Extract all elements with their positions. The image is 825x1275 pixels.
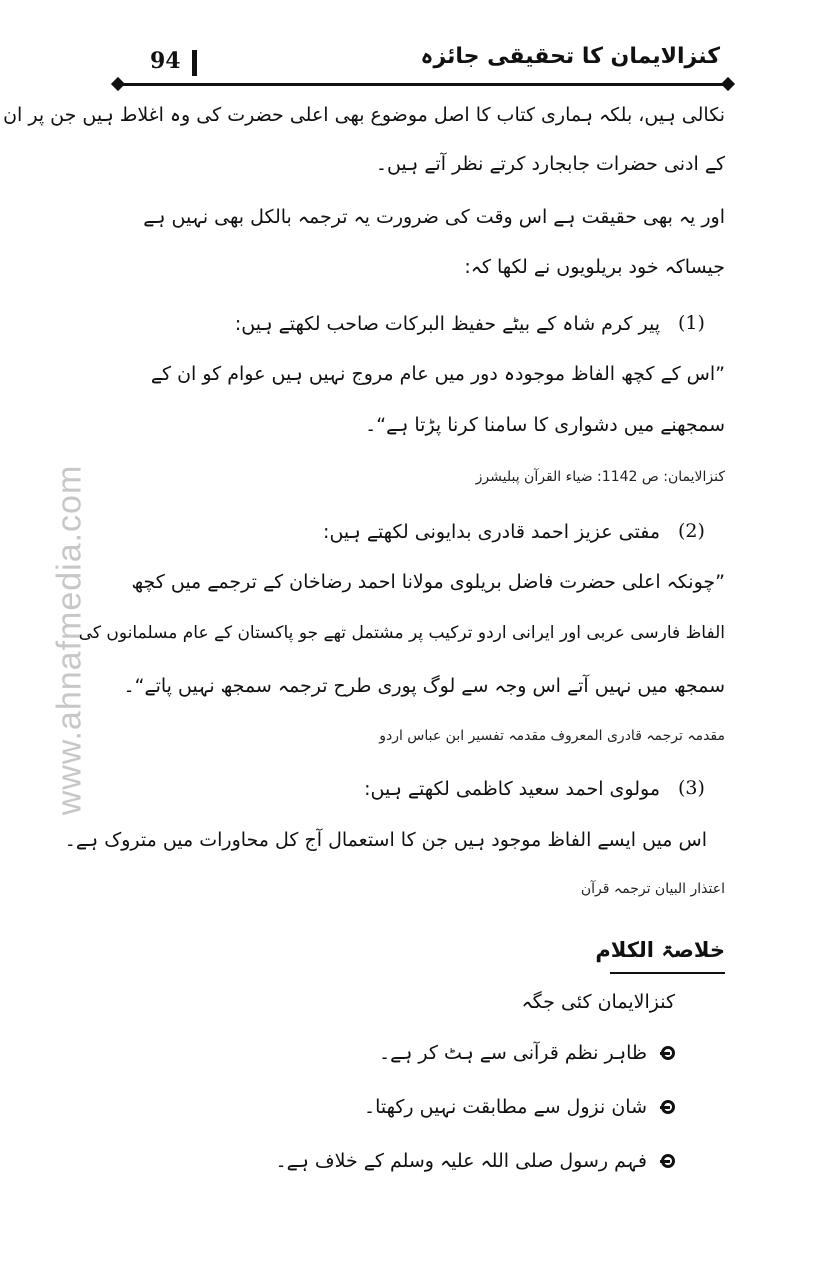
- page-number: 94: [150, 48, 181, 74]
- summary-bullet-2: [364, 1096, 675, 1118]
- item-2-quote-line-1: ”چونکہ اعلی حضرت فاضل بریلوی مولانا احمد رضاخان کے ترجمے میں کچھ: [131, 571, 725, 593]
- summary-heading: خلاصۃ الکلام: [595, 938, 725, 962]
- item-2-number: (2): [678, 520, 705, 542]
- summary-bullet-2-text: شان نزول سے مطابقت نہیں رکھتا۔: [363, 1096, 647, 1118]
- item-1-intro: پیر کرم شاہ کے بیٹے حفیظ البرکات صاحب لکھتے ہیں:: [234, 313, 660, 335]
- body-line-1: نکالی ہیں، بلکہ ہماری کتاب کا اصل موضوع بھی اعلی حضرت کی وہ اغلاط ہیں جن پر ان: [3, 104, 725, 126]
- item-2-quote-line-2: الفاظ فارسی عربی اور ایرانی اردو ترکیب پر مشتمل تھے جو پاکستان کے عام مسلمانوں کی: [78, 623, 725, 643]
- summary-lead: کنزالایمان کئی جگہ: [521, 991, 675, 1013]
- body-line-4: جیساکہ خود بریلویوں نے لکھا کہ:: [464, 256, 725, 278]
- summary-bullet-1-text: ظاہر نظم قرآنی سے ہٹ کر ہے۔: [378, 1042, 647, 1064]
- header-rule: [118, 83, 728, 86]
- page-header: [110, 42, 720, 82]
- body-line-2: کے ادنی حضرات جابجارد کرتے نظر آتے ہیں۔: [375, 153, 725, 175]
- item-2-quote-line-3: سمجھ میں نہیں آتے اس وجہ سے لوگ پوری طرح ترجمہ سمجھ نہیں پاتے“۔: [123, 675, 725, 697]
- summary-bullet-3-text: فہم رسول صلی اللہ علیہ وسلم کے خلاف ہے۔: [275, 1150, 647, 1172]
- item-1-quote-line-2: سمجھنے میں دشواری کا سامنا کرنا پڑتا ہے“۔: [365, 414, 725, 436]
- page-number-bar: [192, 50, 197, 76]
- bullet-arrow-icon: [661, 1046, 675, 1060]
- item-1-quote-line-1: ”اس کے کچھ الفاظ موجودہ دور میں عام مروج نہیں ہیں عوام کو ان کے: [150, 363, 725, 385]
- rule-end-diamond-right: [721, 77, 735, 91]
- book-title: کنزالایمان کا تحقیقی جائزہ: [420, 44, 720, 69]
- item-3-quote-line-1: اس میں ایسے الفاظ موجود ہیں جن کا استعمال آج کل محاورات میں متروک ہے۔: [64, 829, 707, 851]
- item-1-number: (1): [678, 312, 705, 334]
- item-1-citation: کنزالایمان: ص 1142: ضیاء القرآن پبلیشرز: [475, 469, 725, 485]
- item-3-number: (3): [678, 777, 705, 799]
- summary-bullet-1: [379, 1042, 675, 1064]
- body-line-3: اور یہ بھی حقیقت ہے اس وقت کی ضرورت یہ ترجمہ بالکل بھی نہیں ہے: [143, 206, 725, 228]
- summary-heading-underline: [610, 972, 725, 974]
- item-3-intro: مولوی احمد سعید کاظمی لکھتے ہیں:: [364, 778, 660, 800]
- item-3-citation: اعتذار البیان ترجمہ قرآن: [580, 881, 725, 897]
- summary-bullet-3: [275, 1150, 675, 1172]
- item-2-intro: مفتی عزیز احمد قادری بدایونی لکھتے ہیں:: [323, 521, 660, 543]
- bullet-arrow-icon: [661, 1154, 675, 1168]
- bullet-arrow-icon: [661, 1100, 675, 1114]
- item-2-citation: مقدمہ ترجمہ قادری المعروف مقدمہ تفسیر ابن عباس اردو: [379, 728, 725, 744]
